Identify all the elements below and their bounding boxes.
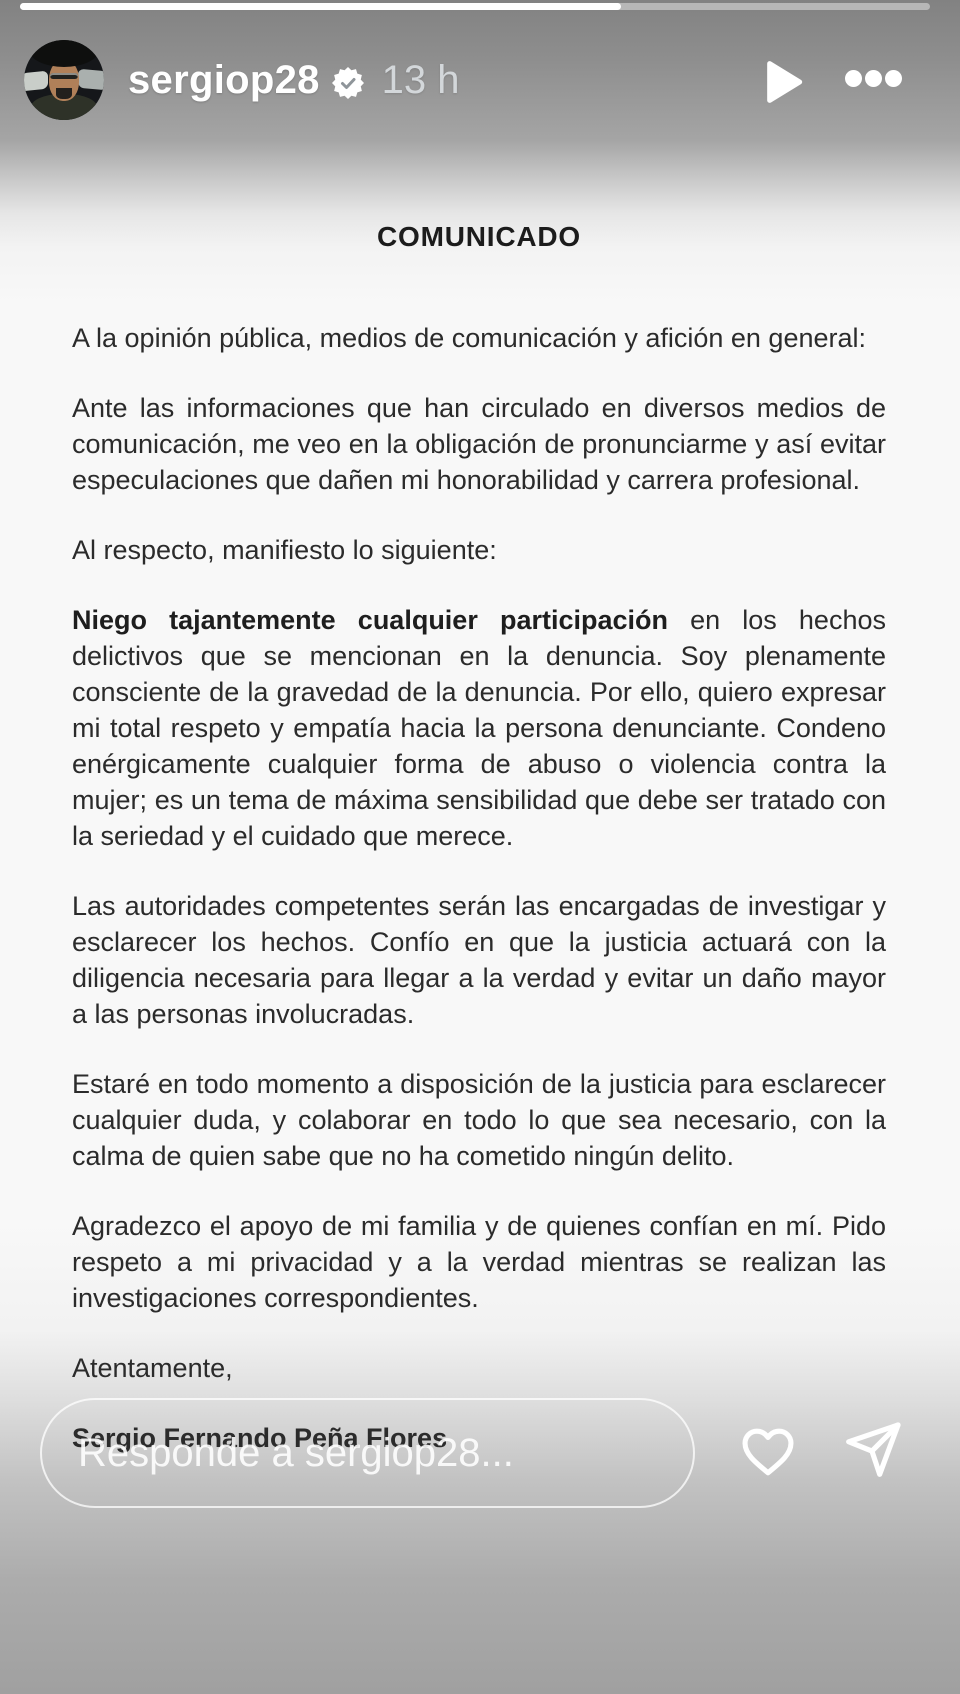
avatar-photo-detail [78, 69, 104, 91]
username[interactable]: sergiop28 [128, 58, 320, 102]
story-header [0, 0, 960, 150]
letter-paragraph-denial [72, 602, 886, 854]
letter-title: COMUNICADO [377, 221, 581, 252]
paper-plane-icon [841, 1418, 907, 1480]
avatar-photo-detail [56, 88, 72, 99]
share-button[interactable] [841, 1418, 907, 1480]
avatar-photo-detail [29, 40, 99, 67]
verified-badge-icon [332, 67, 364, 99]
letter-denial-bold: Niego tajantemente cualquier participación [72, 605, 668, 635]
more-options-button[interactable] [845, 70, 902, 87]
letter-closing: Atentamente, [72, 1353, 233, 1383]
letter-salutation: A la opinión pública, medios de comunicación y afición en general: [72, 323, 866, 353]
reply-input[interactable] [42, 1400, 693, 1506]
letter-paragraph-intro: Ante las informaciones que han circulado en diversos medios de comunicación, me veo en la obligación de pronunciarme y así evitar especulaciones que dañen mi honorabilidad y carrera profesional. [72, 393, 886, 495]
story-timestamp: 13 h [381, 58, 460, 102]
story-footer [0, 1534, 960, 1694]
user-row [128, 58, 460, 103]
letter-paragraph-disposicion: Estaré en todo momento a disposición de la justicia para esclarecer cualquier duda, y colaborar en todo lo que sea necesario, con la calma de quien sabe que no ha cometido ningún delito. [72, 1069, 886, 1171]
letter-paragraph-agradecimiento: Agradezco el apoyo de mi familia y de quienes confían en mí. Pido respeto a mi privacidad y a la verdad mientras se realizan las investigaciones correspondientes. [72, 1211, 886, 1313]
letter-paragraph-respecto: Al respecto, manifiesto lo siguiente: [72, 535, 497, 565]
ellipsis-dot [885, 70, 902, 87]
letter-signature: Sergio Fernando Peña Flores [72, 1423, 448, 1453]
heart-icon [737, 1422, 799, 1480]
avatar-photo-detail [50, 73, 77, 79]
ellipsis-dot [845, 70, 862, 87]
avatar-photo-detail [24, 71, 48, 91]
letter-paragraph-autoridades: Las autoridades competentes serán las encargadas de investigar y esclarecer los hechos. Confío en que la justicia actuará con la diligencia necesaria para llegar a la verdad y evitar un daño mayor a las personas involucradas. [72, 891, 886, 1029]
letter-denial-rest: en los hechos delictivos que se mencionan en la denuncia. Soy plenamente consciente de la gravedad de la denuncia. Por ello, quiero expresar mi total respeto y empatía hacia la persona denunciante. Condeno enérgicamente cualquier forma de abuso o violencia contra la mujer; es un tema de máxima sensibilidad que debe ser tratado con la seriedad y el cuidado que merece. [72, 605, 886, 851]
ellipsis-dot [865, 70, 882, 87]
reply-pill [40, 1398, 695, 1508]
statement-letter [72, 220, 886, 1456]
avatar[interactable] [24, 40, 104, 120]
like-button[interactable] [737, 1422, 799, 1480]
play-button[interactable] [763, 60, 803, 104]
